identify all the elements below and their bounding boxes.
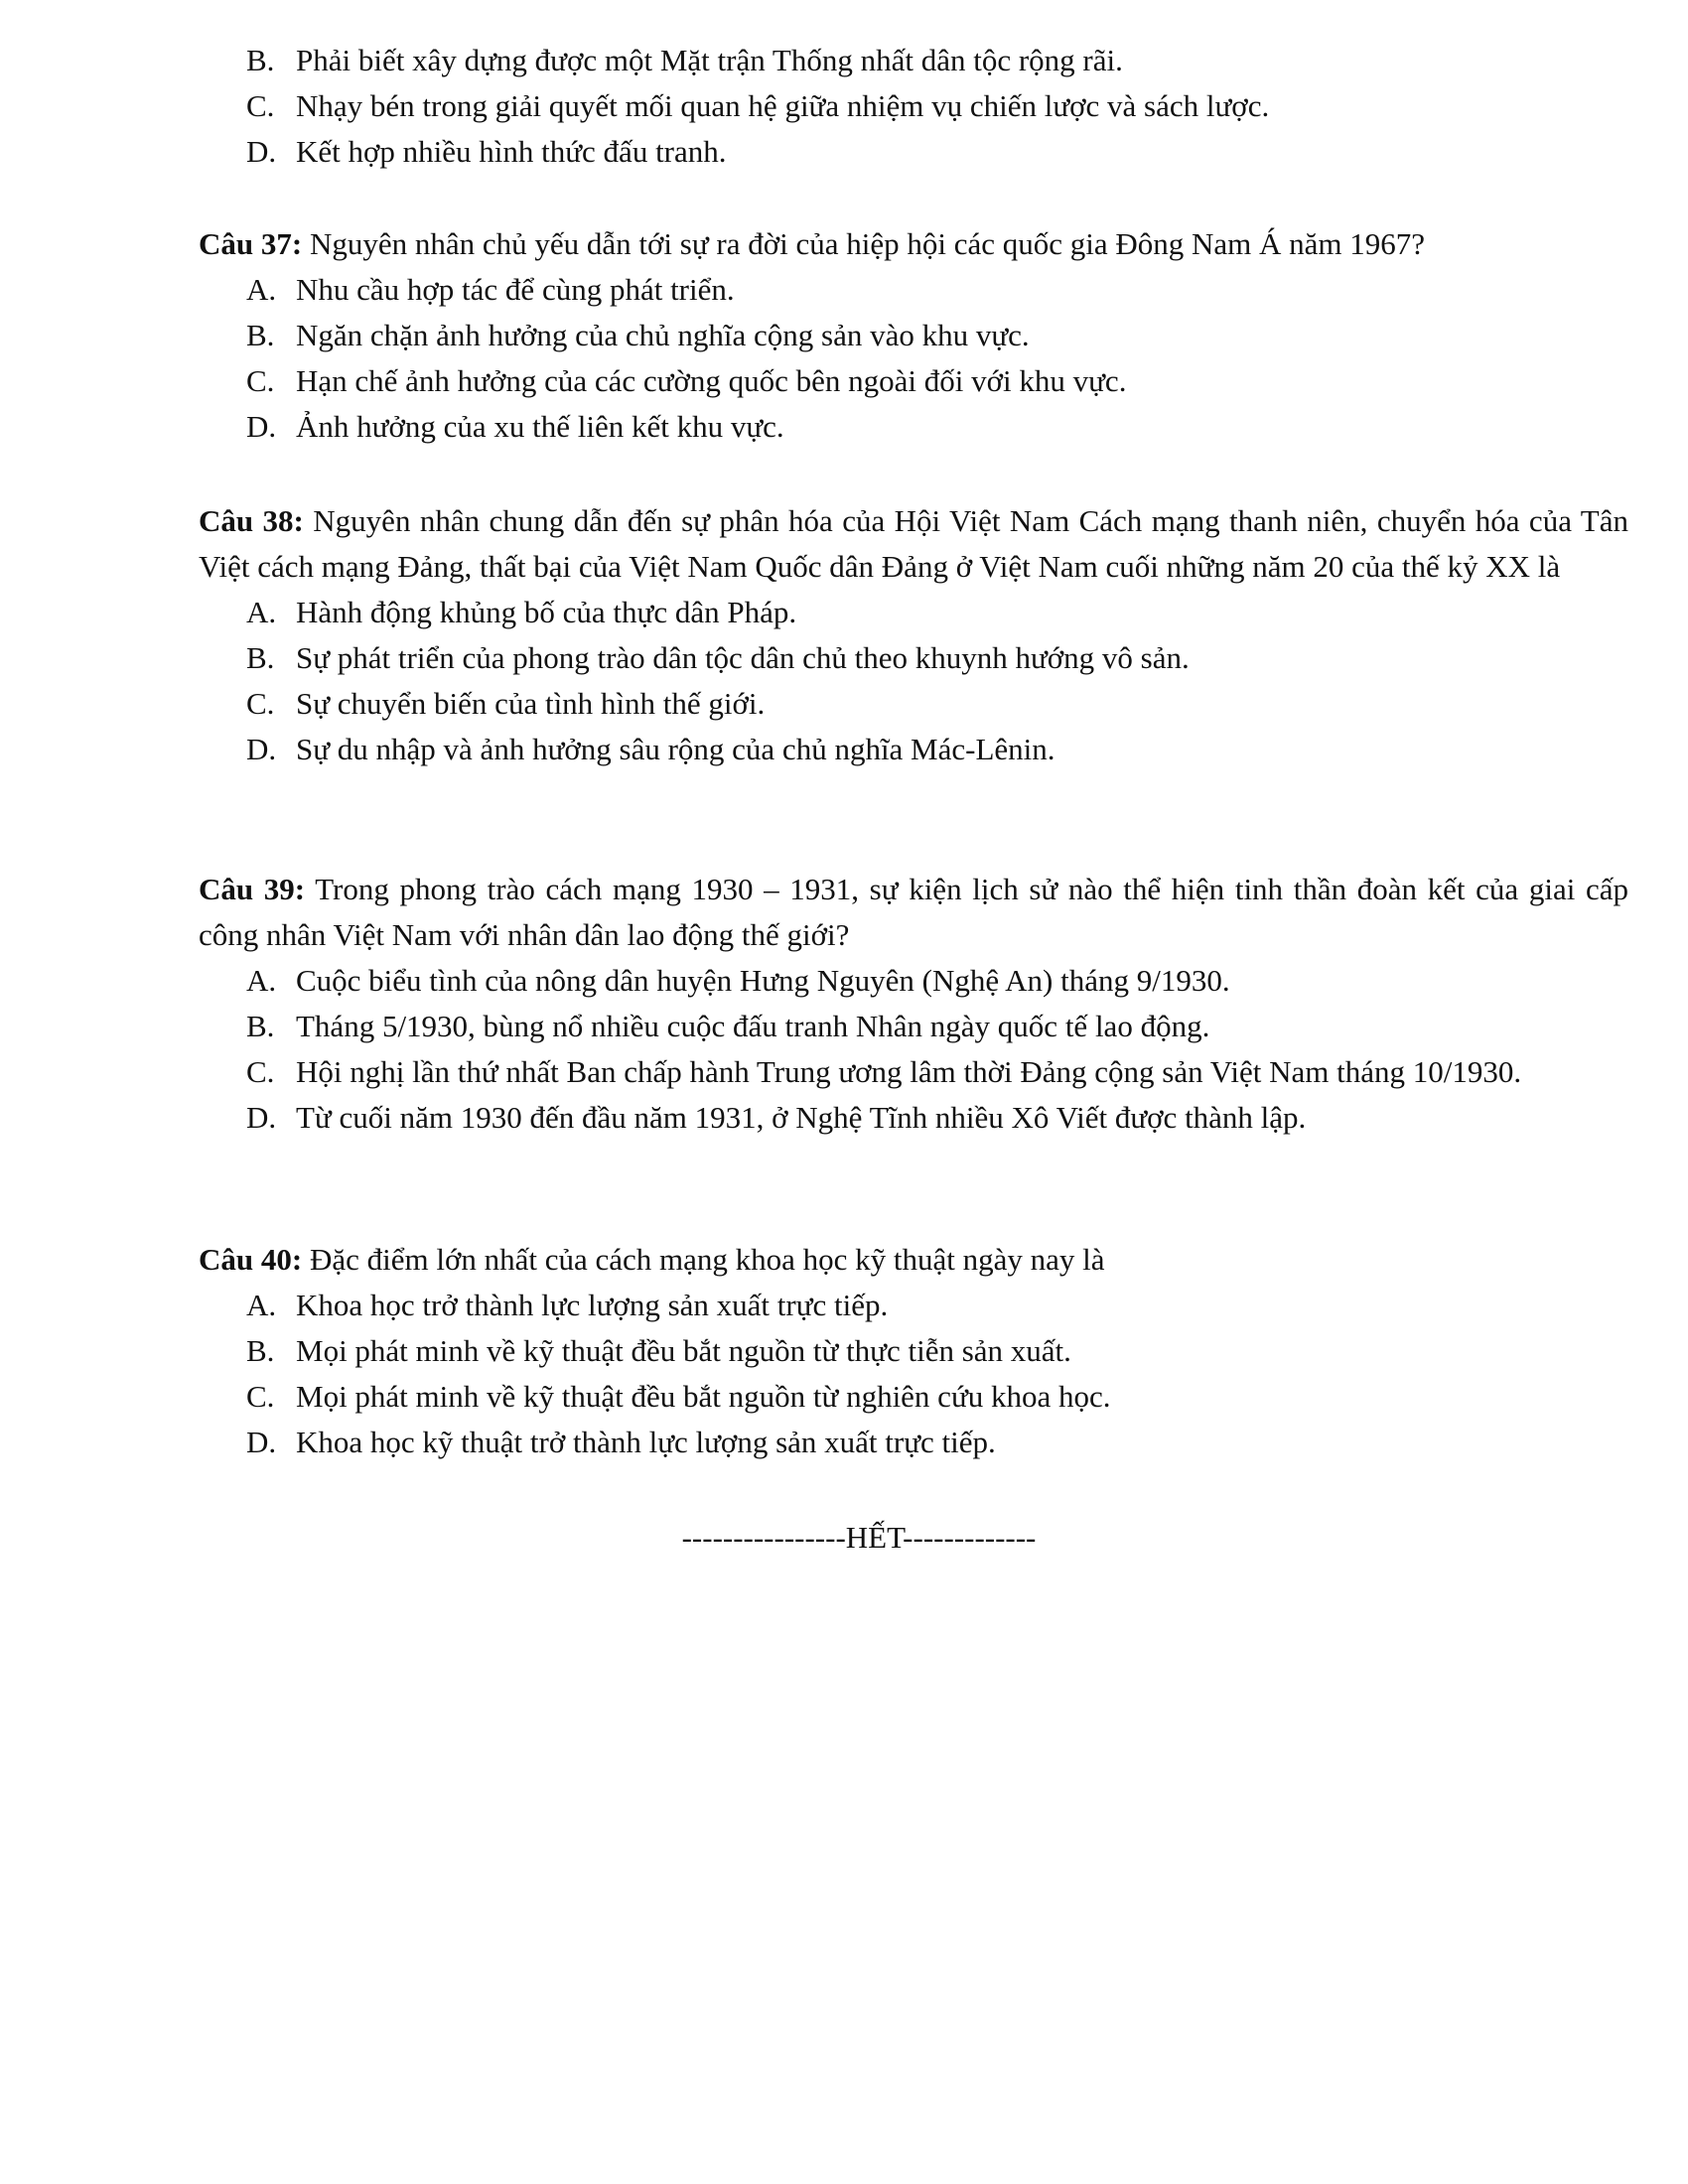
option-letter: C. bbox=[246, 1054, 275, 1089]
option-d bbox=[199, 1095, 1628, 1141]
question-text: Đặc điểm lớn nhất của cách mạng khoa học kỹ thuật ngày nay là bbox=[309, 1242, 1105, 1277]
option-text: Phải biết xây dựng được một Mặt trận Thống nhất dân tộc rộng rãi. bbox=[296, 43, 1123, 77]
option-text: Tháng 5/1930, bùng nổ nhiều cuộc đấu tranh Nhân ngày quốc tế lao động. bbox=[296, 1009, 1210, 1043]
question-number: Câu 39: bbox=[199, 872, 306, 906]
question-36-options bbox=[199, 38, 1628, 175]
question-text: Trong phong trào cách mạng 1930 – 1931, sự kiện lịch sử nào thể hiện tinh thần đoàn kết của giai cấp công nhân Việt Nam với nhân dân lao động thế giới? bbox=[199, 872, 1628, 952]
option-letter: D. bbox=[246, 1100, 277, 1135]
option-text: Khoa học kỹ thuật trở thành lực lượng sản xuất trực tiếp. bbox=[296, 1425, 996, 1459]
question-stem bbox=[199, 1237, 1628, 1283]
option-text: Khoa học trở thành lực lượng sản xuất trực tiếp. bbox=[296, 1288, 889, 1322]
question-stem bbox=[199, 498, 1628, 590]
option-letter: A. bbox=[246, 1288, 277, 1322]
option-letter: D. bbox=[246, 1425, 277, 1459]
question-stem bbox=[199, 867, 1628, 958]
option-c bbox=[199, 83, 1628, 129]
option-letter: B. bbox=[246, 43, 275, 77]
option-letter: C. bbox=[246, 1379, 275, 1414]
option-a bbox=[199, 1283, 1628, 1328]
option-c bbox=[199, 1049, 1628, 1095]
option-c bbox=[199, 1374, 1628, 1420]
option-letter: B. bbox=[246, 1009, 275, 1043]
option-letter: A. bbox=[246, 963, 277, 998]
option-letter: A. bbox=[246, 595, 277, 629]
option-b bbox=[199, 313, 1628, 358]
question-38 bbox=[199, 498, 1628, 772]
option-d bbox=[199, 404, 1628, 450]
option-b bbox=[199, 38, 1628, 83]
option-a bbox=[199, 267, 1628, 313]
option-text: Sự phát triển của phong trào dân tộc dân chủ theo khuynh hướng vô sản. bbox=[296, 640, 1190, 675]
question-number: Câu 37: bbox=[199, 226, 303, 261]
option-a bbox=[199, 958, 1628, 1004]
option-text: Sự chuyển biến của tình hình thế giới. bbox=[296, 686, 766, 721]
option-b bbox=[199, 635, 1628, 681]
option-text: Nhạy bén trong giải quyết mối quan hệ giữa nhiệm vụ chiến lược và sách lược. bbox=[296, 88, 1270, 123]
option-a bbox=[199, 590, 1628, 635]
option-letter: D. bbox=[246, 409, 277, 444]
option-text: Sự du nhập và ảnh hưởng sâu rộng của chủ nghĩa Mác-Lênin. bbox=[296, 732, 1055, 766]
option-letter: D. bbox=[246, 732, 277, 766]
end-marker: ----------------HẾT------------- bbox=[681, 1520, 1037, 1555]
option-text: Hạn chế ảnh hưởng của các cường quốc bên ngoài đối với khu vực. bbox=[296, 363, 1127, 398]
option-letter: B. bbox=[246, 318, 275, 352]
option-c bbox=[199, 681, 1628, 727]
option-text: Từ cuối năm 1930 đến đầu năm 1931, ở Nghệ Tĩnh nhiều Xô Viết được thành lập. bbox=[296, 1100, 1307, 1135]
option-c bbox=[199, 358, 1628, 404]
option-text: Nhu cầu hợp tác để cùng phát triển. bbox=[296, 272, 735, 307]
question-text: Nguyên nhân chủ yếu dẫn tới sự ra đời của hiệp hội các quốc gia Đông Nam Á năm 1967? bbox=[309, 226, 1426, 261]
option-d bbox=[199, 1420, 1628, 1465]
question-stem bbox=[199, 221, 1628, 267]
question-number: Câu 40: bbox=[199, 1242, 303, 1277]
question-number: Câu 38: bbox=[199, 503, 304, 538]
option-text: Cuộc biểu tình của nông dân huyện Hưng Nguyên (Nghệ An) tháng 9/1930. bbox=[296, 963, 1230, 998]
option-letter: C. bbox=[246, 88, 275, 123]
option-text: Hành động khủng bố của thực dân Pháp. bbox=[296, 595, 797, 629]
option-text: Kết hợp nhiều hình thức đấu tranh. bbox=[296, 134, 727, 169]
option-text: Mọi phát minh về kỹ thuật đều bắt nguồn từ nghiên cứu khoa học. bbox=[296, 1379, 1111, 1414]
option-letter: C. bbox=[246, 686, 275, 721]
option-letter: D. bbox=[246, 134, 277, 169]
option-letter: B. bbox=[246, 1333, 275, 1368]
option-letter: B. bbox=[246, 640, 275, 675]
option-b bbox=[199, 1328, 1628, 1374]
option-b bbox=[199, 1004, 1628, 1049]
option-d bbox=[199, 129, 1628, 175]
option-text: Hội nghị lần thứ nhất Ban chấp hành Trung ương lâm thời Đảng cộng sản Việt Nam tháng 10/1930. bbox=[296, 1054, 1522, 1089]
option-text: Ảnh hưởng của xu thế liên kết khu vực. bbox=[296, 409, 784, 444]
option-letter: A. bbox=[246, 272, 277, 307]
option-text: Mọi phát minh về kỹ thuật đều bắt nguồn từ thực tiễn sản xuất. bbox=[296, 1333, 1071, 1368]
question-37 bbox=[199, 221, 1628, 450]
option-text: Ngăn chặn ảnh hưởng của chủ nghĩa cộng sản vào khu vực. bbox=[296, 318, 1030, 352]
option-d bbox=[199, 727, 1628, 772]
question-text: Nguyên nhân chung dẫn đến sự phân hóa của Hội Việt Nam Cách mạng thanh niên, chuyển hóa của Tân Việt cách mạng Đảng, thất bại của Việt Nam Quốc dân Đảng ở Việt Nam cuối những năm 20 của thế kỷ XX là bbox=[199, 503, 1629, 584]
question-39 bbox=[199, 867, 1628, 1141]
option-letter: C. bbox=[246, 363, 275, 398]
question-40 bbox=[199, 1237, 1628, 1465]
